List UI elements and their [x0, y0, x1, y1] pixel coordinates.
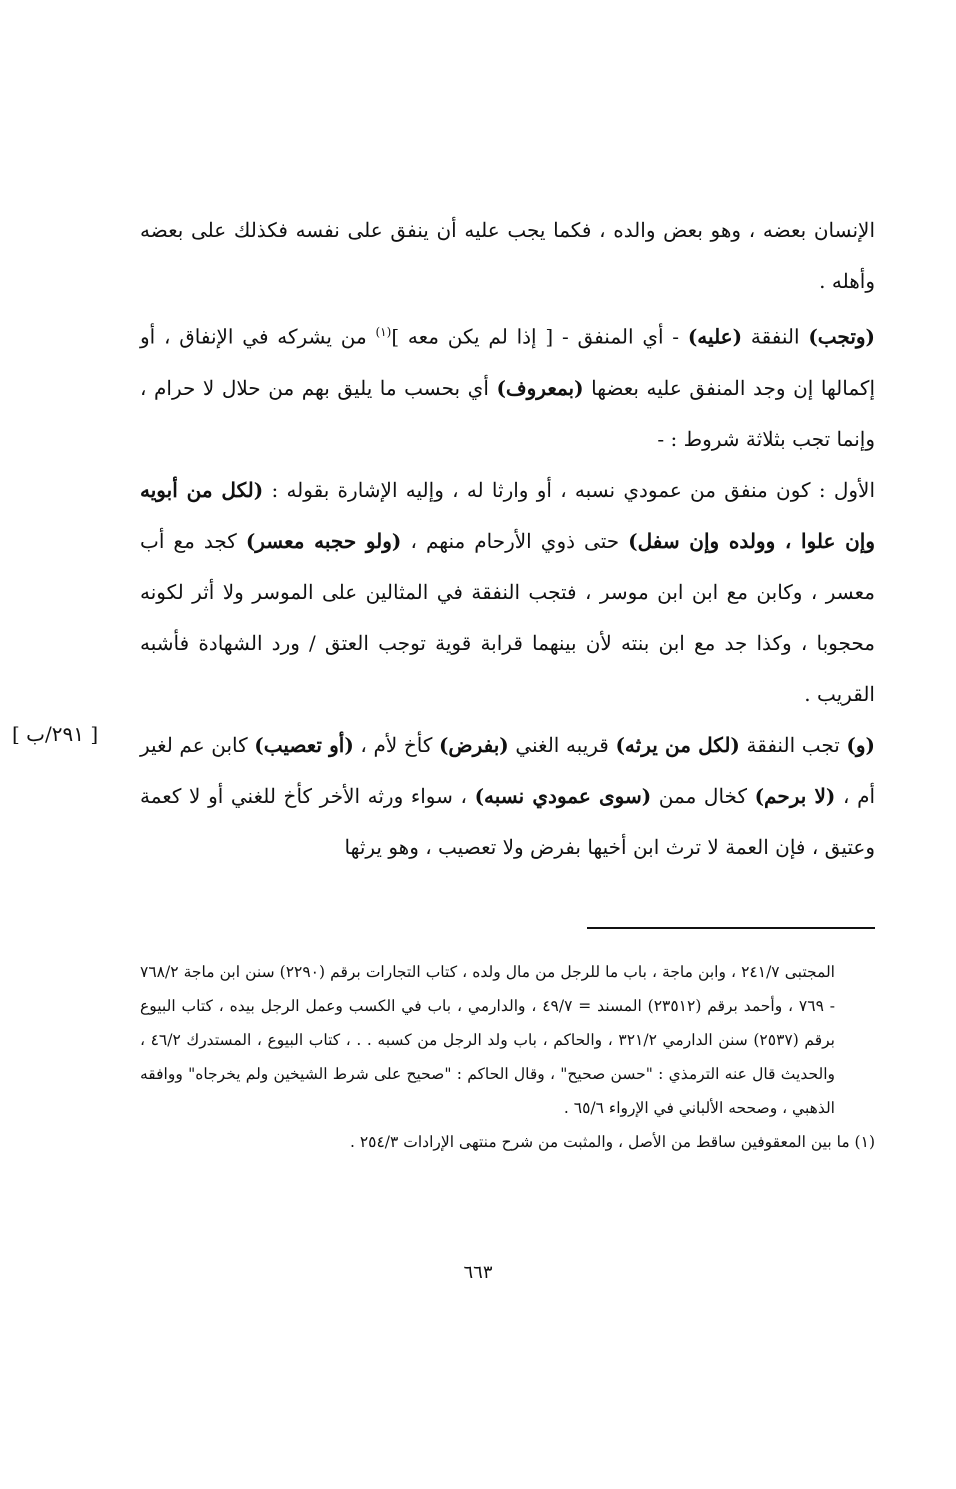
footnote-continuation: المجتبى ٢٤١/٧ ، وابن ماجة ، باب ما للرجل من مال ولده ، كتاب التجارات برقم (٢٢٩٠) سنن ابن ماجة ٧٦٨/٢ - ٧٦٩ ، وأحمد برقم (٢٣٥١٢) المسند = ٤٩/٧ ، والدارمي ، باب في الكسب وعمل الرجل بيده ، كتاب البيوع برقم (٢٥٣٧) سنن الدارمي ٣٢١/٢ ، والحاكم ، باب ولد الرجل من كسبه . . ، كتاب البيوع ، المستدرك ٤٦/٢ ، والحديث قال عنه الترمذي : "حسن صحيح" ، وقال الحاكم : "صحيح على شرط الشيخين ولم يخرجاه" ووافقه الذهبي ، وصححه الألباني في الإرواء ٦٥/٦ .	[140, 963, 836, 1117]
sharh-text: أي بحسب ما يليق بهم من حلال لا حرام ، وإنما تجب بثلاثة شروط : -	[140, 375, 875, 451]
matn-text: (ولو حجبه معسر)	[245, 528, 402, 553]
footnote-ref: (١)	[375, 325, 392, 339]
sharh-text: كابن عم لغير أم ،	[140, 732, 876, 808]
matn-text: (بفرض)	[438, 732, 509, 757]
matn-text: (لكل من يرثه)	[615, 732, 740, 757]
sharh-text: - أي المنفق - [ إذا لم يكن معه ]	[391, 324, 688, 349]
sharh-text: ، سواء ورثه الأخر كأخ للغني أو لا كعمة وعتيق ، فإن العمة لا ترث ابن أخيها بفرض ولا تعصيب ، وهو يرثها	[140, 783, 875, 859]
matn-text: (عليه)	[687, 324, 743, 349]
footnotes	[140, 955, 875, 1159]
main-text	[140, 205, 875, 873]
footnote-divider	[587, 927, 875, 929]
sharh-text: كجد مع أب معسر ، وكابن مع ابن ابن موسر ، فتجب النفقة في المثالين على الموسر ولا أثر لكونه محجوبا ، وكذا جد مع ابن بنته لأن بينهما قرابة قوية توجب العتق / ورد الشهادة فأشبه القريب .	[140, 528, 875, 706]
sharh-text: حتى ذوي الأرحام منهم ،	[401, 528, 629, 553]
manuscript-folio-marker: [ ٢٩١/ب ]	[12, 722, 99, 746]
matn-text: (بمعروف)	[496, 375, 584, 400]
matn-text: (لا برحم)	[754, 783, 836, 808]
sharh-text: الأول : كون منفق من عمودي نسبه ، أو وارثا له ، وإليه الإشارة بقوله :	[263, 477, 876, 502]
paragraph-4	[140, 720, 875, 873]
matn-text: (و)	[846, 732, 876, 757]
matn-text: (وتجب)	[808, 324, 876, 349]
matn-text: (لكل من أبويه وإن علوا ، وولده وإن سفل)	[140, 477, 876, 553]
paragraph-1: الإنسان بعضه ، وهو بعض والده ، فكما يجب عليه أن ينفق على نفسه فكذلك على بعضه وأهله .	[140, 218, 875, 293]
sharh-text: قريبه الغني	[508, 732, 616, 757]
paragraph-3	[140, 465, 875, 720]
sharh-text: كخال ممن	[651, 783, 755, 808]
matn-text: (سوى عمودي نسبه)	[474, 783, 652, 808]
sharh-text: النفقة	[742, 324, 809, 349]
sharh-text: كأخ لأم ،	[353, 732, 439, 757]
sharh-text: من يشركه في الإنفاق ، أو إكمالها إن وجد المنفق عليه بعضها	[140, 324, 876, 400]
matn-text: (أو تعصيب)	[254, 732, 354, 757]
footnote-1: (١) ما بين المعقوفين ساقط من الأصل ، والمثبت من شرح منتهى الإرادات ٢٥٤/٣ .	[349, 1133, 875, 1151]
page-number: ٦٦٣	[463, 1262, 493, 1283]
paragraph-2	[140, 307, 875, 465]
sharh-text: تجب النفقة	[739, 732, 847, 757]
